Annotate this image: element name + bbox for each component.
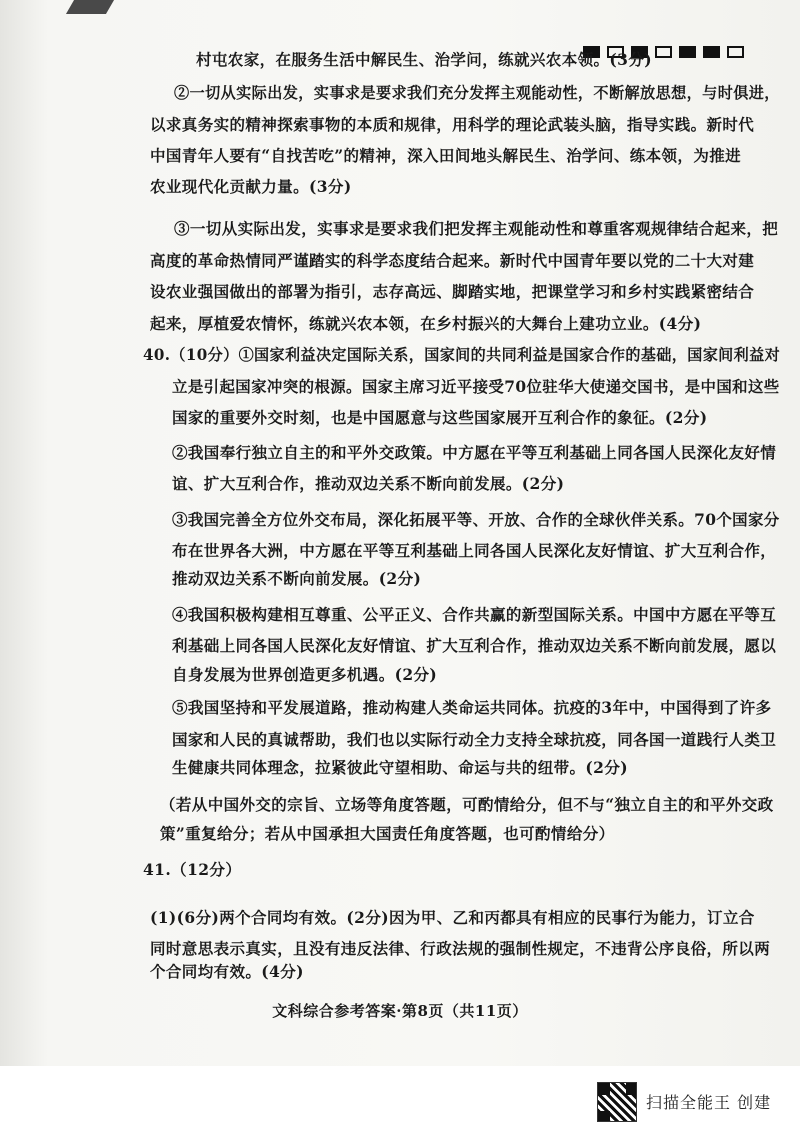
- answer-line: 以求真务实的精神探索事物的本质和规律，用科学的理论武装头脑，指导实践。新时代: [150, 115, 755, 134]
- answer-line: 高度的革命热情同严谨踏实的科学态度结合起来。新时代中国青年要以党的二十大对建: [150, 251, 755, 270]
- question-40-line: 40.（10分）①国家利益决定国际关系，国家间的共同利益是国家合作的基础，国家间利益对: [143, 345, 781, 364]
- scoring-note-line: 策”重复给分；若从中国承担大国责任角度答题，也可酌情给分）: [160, 824, 615, 843]
- answer-line: ③一切从实际出发，实事求是要求我们把发挥主观能动性和尊重客观规律结合起来，把: [174, 219, 779, 238]
- answer-line: ⑤我国坚持和平发展道路，推动构建人类命运共同体。抗疫的3年中，中国得到了许多: [172, 698, 772, 717]
- scoring-note-line: （若从中国外交的宗旨、立场等角度答题，可酌情给分，但不与“独立自主的和平外交政: [160, 795, 774, 814]
- answer-line: 中国青年人要有“自找苦吃”的精神，深入田间地头解民生、治学问、练本领，为推进: [150, 146, 742, 165]
- answer-line: 推动双边关系不断向前发展。(2分): [172, 569, 422, 588]
- registration-mark: [679, 46, 696, 58]
- answer-line: 农业现代化贡献力量。(3分): [150, 177, 352, 196]
- question-41-line: 41.（12分）: [143, 860, 242, 879]
- registration-mark: [655, 46, 672, 58]
- answer-line: 利基础上同各国人民深化友好情谊、扩大互利合作，推动双边关系不断向前发展，愿以: [172, 636, 777, 655]
- answer-line: 起来，厚植爱农情怀，练就兴农本领，在乡村振兴的大舞台上建功立业。(4分): [150, 314, 702, 333]
- answer-line: 设农业强国做出的部署为指引，志存高远、脚踏实地，把课堂学习和乡村实践紧密结合: [150, 282, 755, 301]
- answer-line: (1)(6分)两个合同均有效。(2分)因为甲、乙和丙都具有相应的民事行为能力，订立合: [150, 908, 755, 927]
- answer-line: ②我国奉行独立自主的和平外交政策。中方愿在平等互利基础上同各国人民深化友好情: [172, 443, 777, 462]
- answer-line: 布在世界各大洲，中方愿在平等互利基础上同各国人民深化友好情谊、扩大互利合作，: [172, 541, 777, 560]
- answer-line: 个合同均有效。(4分): [150, 962, 304, 981]
- answer-line: 谊、扩大互利合作，推动双边关系不断向前发展。(2分): [172, 474, 565, 493]
- registration-mark: [727, 46, 744, 58]
- answer-line: ②一切从实际出发，实事求是要求我们充分发挥主观能动性，不断解放思想，与时俱进，: [174, 83, 780, 102]
- answer-line: ④我国积极构建相互尊重、公平正义、合作共赢的新型国际关系。中国中方愿在平等互: [172, 605, 777, 624]
- answer-line: 同时意思表示真实，且没有违反法律、行政法规的强制性规定，不违背公序良俗，所以两: [150, 939, 771, 958]
- page-footer: 文科综合参考答案·第8页（共11页）: [272, 1002, 528, 1020]
- answer-line: 立是引起国家冲突的根源。国家主席习近平接受70位驻华大使递交国书，是中国和这些: [172, 377, 780, 396]
- scan-corner-shadow: [66, 0, 114, 14]
- registration-mark: [703, 46, 720, 58]
- answer-line: 生健康共同体理念，拉紧彼此守望相助、命运与共的纽带。(2分): [172, 758, 628, 777]
- answer-line: 国家的重要外交时刻，也是中国愿意与这些国家展开互利合作的象征。(2分): [172, 408, 708, 427]
- scanner-watermark: 扫描全能王 创建: [646, 1093, 772, 1112]
- answer-line: ③我国完善全方位外交布局，深化拓展平等、开放、合作的全球伙伴关系。70个国家分: [172, 510, 780, 529]
- answer-line: 国家和人民的真诚帮助，我们也以实际行动全力支持全球抗疫，同各国一道践行人类卫: [172, 730, 777, 749]
- answer-line: 自身发展为世界创造更多机遇。(2分): [172, 665, 438, 684]
- qr-code-icon: [597, 1082, 637, 1122]
- answer-line: 村屯农家，在服务生活中解民生、治学问，练就兴农本领。(3分): [196, 50, 652, 69]
